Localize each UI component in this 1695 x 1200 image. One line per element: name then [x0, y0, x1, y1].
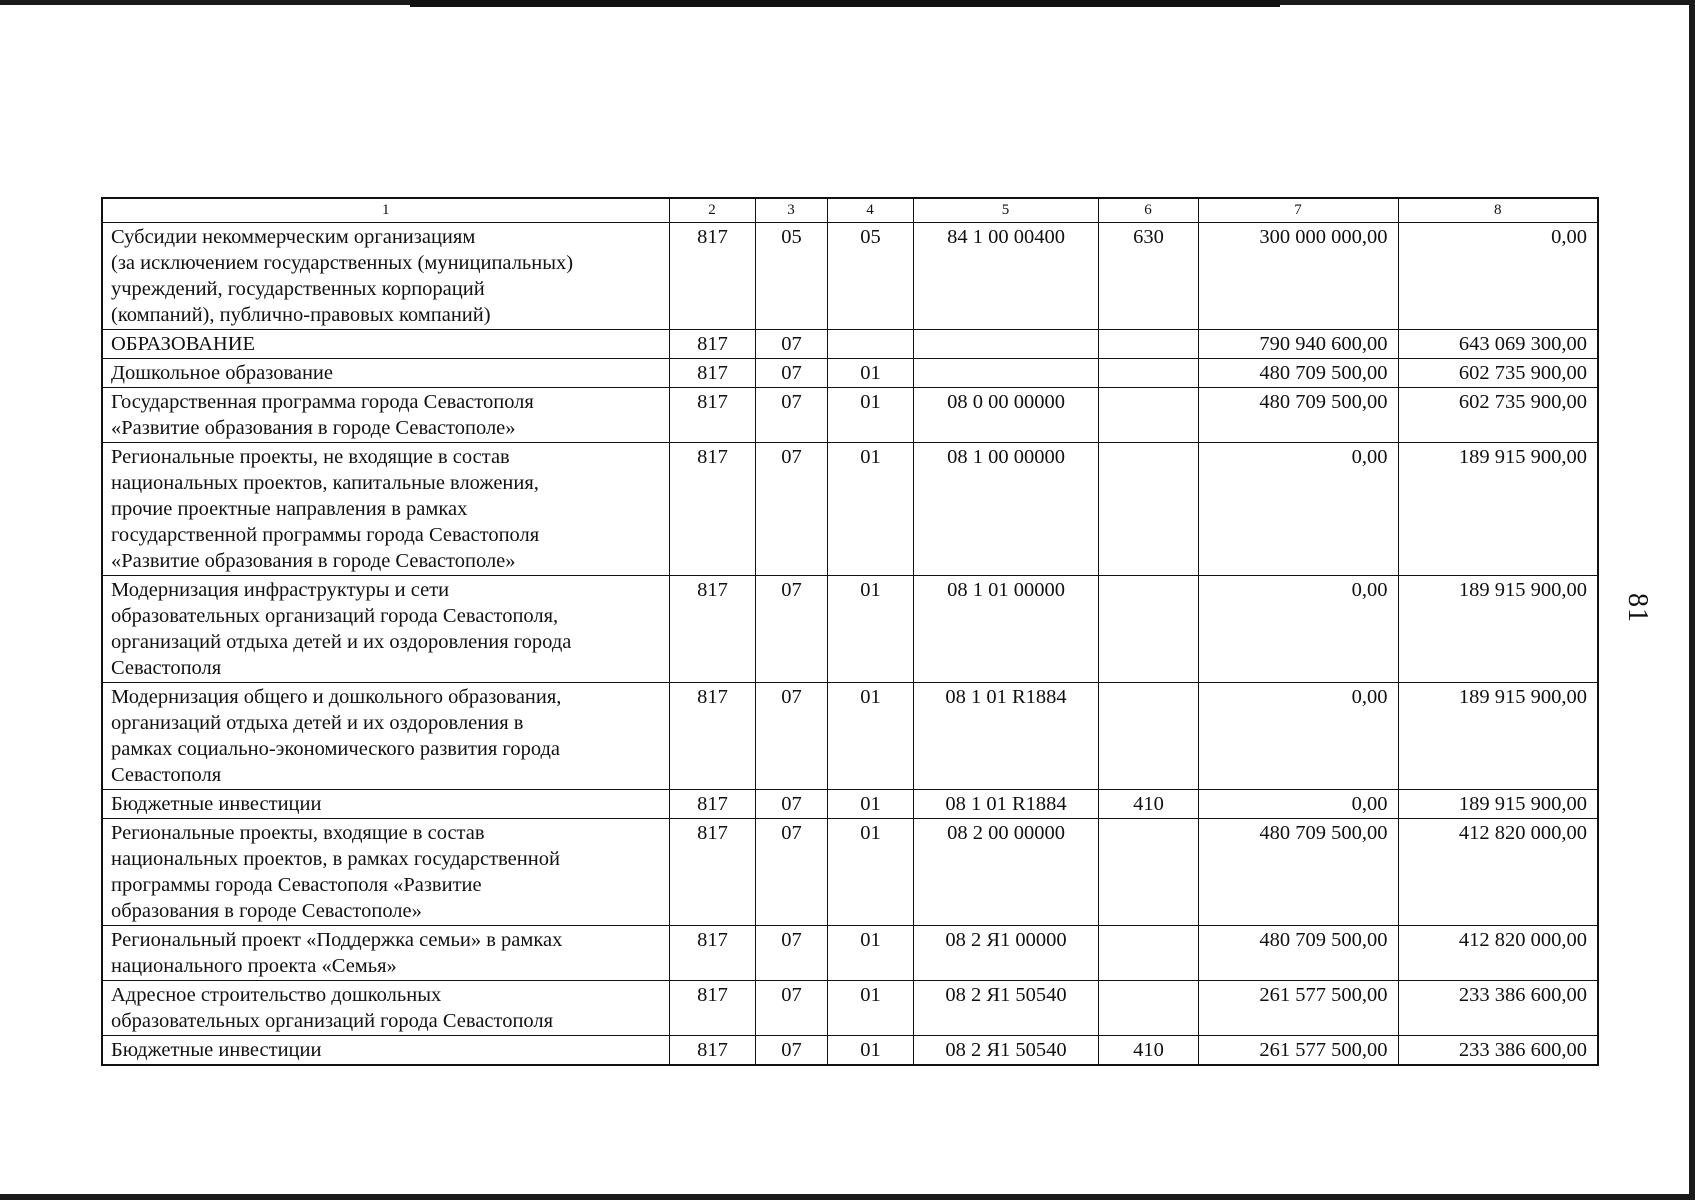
target-article-cell: 08 2 00 00000 [913, 819, 1098, 926]
row-name-cell: Региональные проекты, входящие в состав национальных проектов, в рамках государственной программы города Севастополя «Развитие образования в городе Севастополе» [102, 819, 669, 926]
page-number: 81 [1622, 593, 1653, 623]
target-article-cell [913, 330, 1098, 359]
expense-type-cell [1098, 683, 1198, 790]
section-code-cell: 05 [755, 223, 827, 330]
section-code-cell: 07 [755, 359, 827, 388]
expense-type-cell [1098, 443, 1198, 576]
table-row [102, 330, 1598, 359]
target-article-cell: 08 2 Я1 00000 [913, 926, 1098, 981]
gr-code-cell: 817 [669, 683, 755, 790]
expense-type-cell [1098, 819, 1198, 926]
target-article-cell: 08 1 00 00000 [913, 443, 1098, 576]
subsection-code-cell: 01 [827, 981, 913, 1036]
table-row [102, 819, 1598, 926]
target-article-cell: 08 1 01 00000 [913, 576, 1098, 683]
gr-code-cell: 817 [669, 926, 755, 981]
subsection-code-cell: 01 [827, 388, 913, 443]
amount-col8-cell: 0,00 [1398, 223, 1598, 330]
expense-type-cell: 410 [1098, 790, 1198, 819]
amount-col7-cell: 480 709 500,00 [1198, 926, 1398, 981]
table-body [102, 223, 1598, 1066]
column-header: 5 [913, 198, 1098, 223]
subsection-code-cell: 01 [827, 790, 913, 819]
row-name-cell: Региональный проект «Поддержка семьи» в рамках национального проекта «Семья» [102, 926, 669, 981]
amount-col7-cell: 0,00 [1198, 683, 1398, 790]
row-name-cell: Модернизация общего и дошкольного образования, организаций отдыха детей и их оздоровления в рамках социально-экономического развития города Севастополя [102, 683, 669, 790]
amount-col7-cell: 480 709 500,00 [1198, 819, 1398, 926]
table-row [102, 683, 1598, 790]
gr-code-cell: 817 [669, 1036, 755, 1066]
section-code-cell: 07 [755, 981, 827, 1036]
table-row [102, 223, 1598, 330]
gr-code-cell: 817 [669, 223, 755, 330]
table-header [102, 198, 1598, 223]
row-name-cell: ОБРАЗОВАНИЕ [102, 330, 669, 359]
expense-type-cell [1098, 330, 1198, 359]
amount-col8-cell: 189 915 900,00 [1398, 683, 1598, 790]
amount-col7-cell: 480 709 500,00 [1198, 359, 1398, 388]
table-row [102, 926, 1598, 981]
amount-col7-cell: 261 577 500,00 [1198, 981, 1398, 1036]
amount-col8-cell: 643 069 300,00 [1398, 330, 1598, 359]
gr-code-cell: 817 [669, 359, 755, 388]
target-article-cell [913, 359, 1098, 388]
table-row [102, 388, 1598, 443]
amount-col7-cell: 0,00 [1198, 790, 1398, 819]
amount-col8-cell: 233 386 600,00 [1398, 981, 1598, 1036]
section-code-cell: 07 [755, 330, 827, 359]
gr-code-cell: 817 [669, 576, 755, 683]
subsection-code-cell: 01 [827, 576, 913, 683]
table-row [102, 981, 1598, 1036]
row-name-cell: Государственная программа города Севастополя «Развитие образования в городе Севастополе» [102, 388, 669, 443]
amount-col7-cell: 300 000 000,00 [1198, 223, 1398, 330]
table-row [102, 790, 1598, 819]
column-header: 8 [1398, 198, 1598, 223]
gr-code-cell: 817 [669, 790, 755, 819]
column-header: 3 [755, 198, 827, 223]
subsection-code-cell: 01 [827, 443, 913, 576]
target-article-cell: 08 0 00 00000 [913, 388, 1098, 443]
scan-border-bottom [0, 1194, 1695, 1200]
amount-col8-cell: 233 386 600,00 [1398, 1036, 1598, 1066]
expense-type-cell: 630 [1098, 223, 1198, 330]
table-row [102, 576, 1598, 683]
subsection-code-cell: 01 [827, 683, 913, 790]
expense-type-cell: 410 [1098, 1036, 1198, 1066]
target-article-cell: 08 2 Я1 50540 [913, 1036, 1098, 1066]
gr-code-cell: 817 [669, 819, 755, 926]
table-row [102, 443, 1598, 576]
amount-col7-cell: 480 709 500,00 [1198, 388, 1398, 443]
expense-type-cell [1098, 926, 1198, 981]
expense-type-cell [1098, 388, 1198, 443]
section-code-cell: 07 [755, 576, 827, 683]
row-name-cell: Бюджетные инвестиции [102, 1036, 669, 1066]
section-code-cell: 07 [755, 819, 827, 926]
amount-col7-cell: 790 940 600,00 [1198, 330, 1398, 359]
expense-type-cell [1098, 981, 1198, 1036]
section-code-cell: 07 [755, 790, 827, 819]
target-article-cell: 84 1 00 00400 [913, 223, 1098, 330]
amount-col7-cell: 0,00 [1198, 443, 1398, 576]
amount-col8-cell: 189 915 900,00 [1398, 443, 1598, 576]
subsection-code-cell: 05 [827, 223, 913, 330]
amount-col7-cell: 261 577 500,00 [1198, 1036, 1398, 1066]
column-header: 6 [1098, 198, 1198, 223]
header-row [102, 198, 1598, 223]
target-article-cell: 08 1 01 R1884 [913, 790, 1098, 819]
column-header: 7 [1198, 198, 1398, 223]
amount-col8-cell: 189 915 900,00 [1398, 576, 1598, 683]
subsection-code-cell: 01 [827, 1036, 913, 1066]
gr-code-cell: 817 [669, 388, 755, 443]
row-name-cell: Субсидии некоммерческим организациям (за исключением государственных (муниципальных) учреждений, государственных корпораций (компаний), публично-правовых компаний) [102, 223, 669, 330]
expense-type-cell [1098, 576, 1198, 683]
column-header: 1 [102, 198, 669, 223]
amount-col8-cell: 602 735 900,00 [1398, 388, 1598, 443]
row-name-cell: Адресное строительство дошкольных образовательных организаций города Севастополя [102, 981, 669, 1036]
target-article-cell: 08 1 01 R1884 [913, 683, 1098, 790]
table-row [102, 359, 1598, 388]
section-code-cell: 07 [755, 1036, 827, 1066]
budget-table [101, 197, 1599, 1066]
section-code-cell: 07 [755, 388, 827, 443]
column-header: 2 [669, 198, 755, 223]
amount-col7-cell: 0,00 [1198, 576, 1398, 683]
section-code-cell: 07 [755, 443, 827, 576]
gr-code-cell: 817 [669, 443, 755, 576]
row-name-cell: Бюджетные инвестиции [102, 790, 669, 819]
expense-type-cell [1098, 359, 1198, 388]
amount-col8-cell: 189 915 900,00 [1398, 790, 1598, 819]
amount-col8-cell: 602 735 900,00 [1398, 359, 1598, 388]
subsection-code-cell: 01 [827, 819, 913, 926]
scan-border-right [1689, 0, 1695, 1200]
scan-top-rule [410, 0, 1280, 7]
row-name-cell: Модернизация инфраструктуры и сети образовательных организаций города Севастополя, организаций отдыха детей и их оздоровления города Севастополя [102, 576, 669, 683]
row-name-cell: Дошкольное образование [102, 359, 669, 388]
gr-code-cell: 817 [669, 330, 755, 359]
table-row [102, 1036, 1598, 1066]
target-article-cell: 08 2 Я1 50540 [913, 981, 1098, 1036]
column-header: 4 [827, 198, 913, 223]
subsection-code-cell: 01 [827, 926, 913, 981]
section-code-cell: 07 [755, 926, 827, 981]
row-name-cell: Региональные проекты, не входящие в состав национальных проектов, капитальные вложения, прочие проектные направления в рамках государственной программы города Севастополя «Развитие образования в городе Севастополе» [102, 443, 669, 576]
subsection-code-cell [827, 330, 913, 359]
amount-col8-cell: 412 820 000,00 [1398, 819, 1598, 926]
subsection-code-cell: 01 [827, 359, 913, 388]
gr-code-cell: 817 [669, 981, 755, 1036]
section-code-cell: 07 [755, 683, 827, 790]
amount-col8-cell: 412 820 000,00 [1398, 926, 1598, 981]
